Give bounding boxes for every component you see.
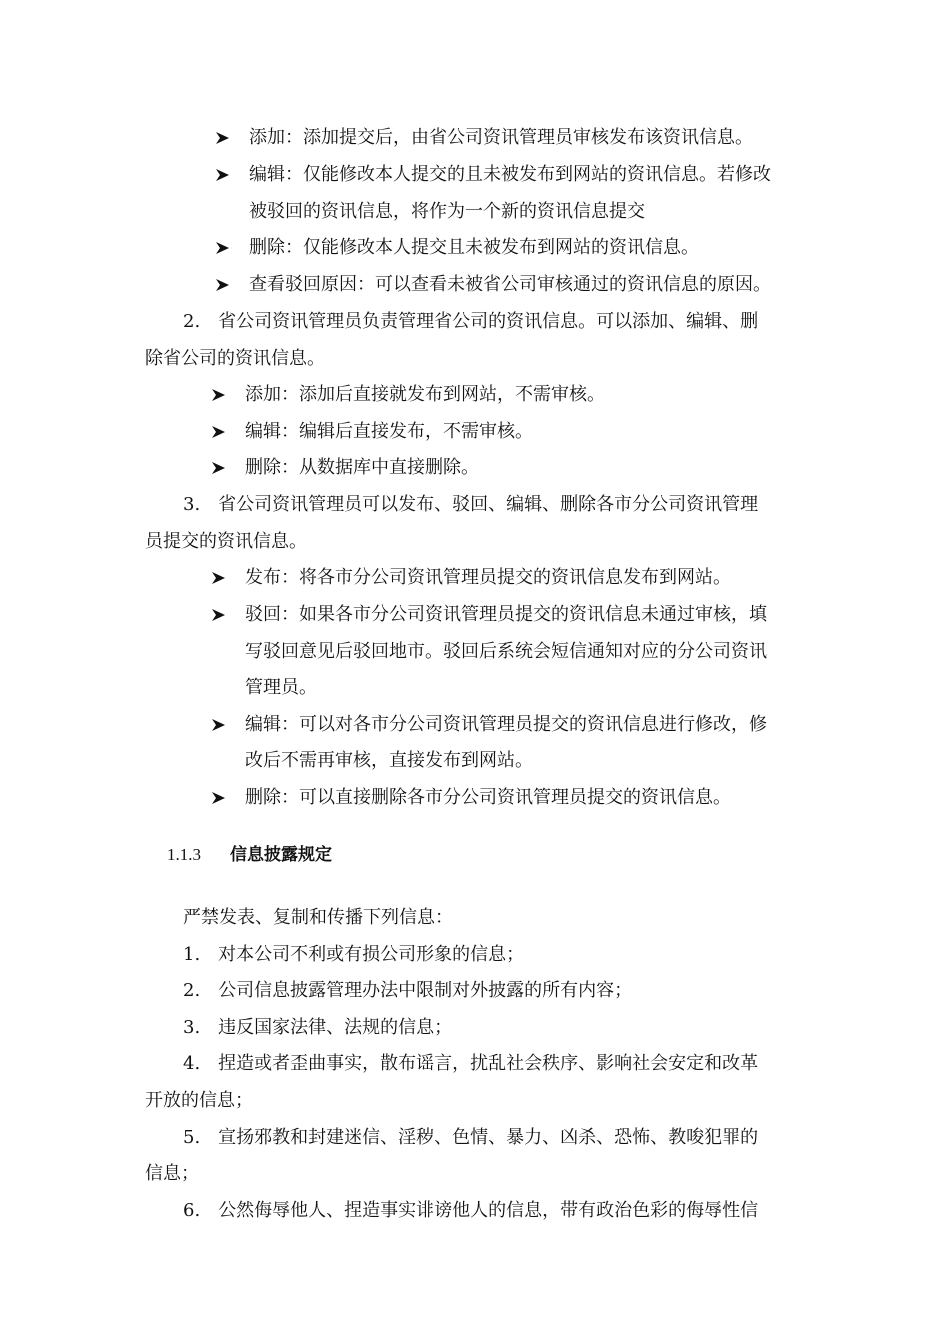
- bullet-line: 添加：添加后直接就发布到网站，不需审核。: [245, 384, 605, 405]
- section-title: 信息披露规定: [230, 845, 332, 865]
- numbered-item-line: 开放的信息；: [145, 1090, 253, 1111]
- numbered-item-line: 3. 违反国家法律、法规的信息；: [183, 1017, 453, 1038]
- numbered-item-line: 2. 公司信息披露管理办法中限制对外披露的所有内容；: [183, 980, 633, 1001]
- numbered-paragraph-line: 员提交的资讯信息。: [145, 531, 307, 552]
- numbered-item-line: 4. 捏造或者歪曲事实，散布谣言，扰乱社会秩序、影响社会安定和改革: [183, 1053, 759, 1074]
- bullet-line: 删除：从数据库中直接删除。: [245, 457, 479, 478]
- arrow-bullet-icon: [216, 236, 230, 260]
- arrow-bullet-icon: [216, 163, 230, 187]
- arrow-bullet-icon: [212, 383, 226, 407]
- section-number: 1.1.3: [167, 845, 201, 864]
- bullet-line: 查看驳回原因：可以查看未被省公司审核通过的资讯信息的原因。: [249, 274, 771, 295]
- bullet-line: 添加：添加提交后，由省公司资讯管理员审核发布该资讯信息。: [249, 127, 753, 148]
- bullet-line: 删除：可以直接删除各市分公司资讯管理员提交的资讯信息。: [245, 787, 731, 808]
- bullet-line: 编辑：可以对各市分公司资讯管理员提交的资讯信息进行修改，修: [245, 714, 767, 735]
- arrow-bullet-icon: [212, 456, 226, 480]
- bullet-line: 删除：仅能修改本人提交且未被发布到网站的资讯信息。: [249, 237, 699, 258]
- numbered-paragraph-line: 3. 省公司资讯管理员可以发布、驳回、编辑、删除各市分公司资讯管理: [183, 494, 759, 515]
- arrow-bullet-icon: [212, 566, 226, 590]
- arrow-bullet-icon: [212, 420, 226, 444]
- numbered-paragraph-line: 2. 省公司资讯管理员负责管理省公司的资讯信息。可以添加、编辑、删: [183, 311, 759, 332]
- bullet-line: 管理员。: [245, 677, 317, 698]
- bullet-line: 写驳回意见后驳回地市。驳回后系统会短信通知对应的分公司资讯: [245, 641, 767, 662]
- arrow-bullet-icon: [212, 786, 226, 810]
- arrow-bullet-icon: [212, 603, 226, 627]
- numbered-item-line: 1. 对本公司不利或有损公司形象的信息；: [183, 944, 525, 965]
- arrow-bullet-icon: [216, 273, 230, 297]
- bullet-line: 改后不需再审核，直接发布到网站。: [245, 750, 533, 771]
- arrow-bullet-icon: [216, 126, 230, 150]
- bullet-line: 驳回：如果各市分公司资讯管理员提交的资讯信息未通过审核，填: [245, 604, 767, 625]
- bullet-line: 被驳回的资讯信息，将作为一个新的资讯信息提交: [249, 201, 645, 222]
- arrow-bullet-icon: [212, 713, 226, 737]
- bullet-line: 发布：将各市分公司资讯管理员提交的资讯信息发布到网站。: [245, 567, 731, 588]
- numbered-item-line: 5. 宣扬邪教和封建迷信、淫秽、色情、暴力、凶杀、恐怖、教唆犯罪的: [183, 1127, 759, 1148]
- bullet-line: 编辑：仅能修改本人提交的且未被发布到网站的资讯信息。若修改: [249, 164, 771, 185]
- numbered-item-line: 6. 公然侮辱他人、捏造事实诽谤他人的信息，带有政治色彩的侮辱性信: [183, 1200, 759, 1221]
- bullet-line: 编辑：编辑后直接发布，不需审核。: [245, 421, 533, 442]
- numbered-item-line: 信息；: [145, 1163, 199, 1184]
- numbered-paragraph-line: 除省公司的资讯信息。: [145, 348, 325, 369]
- intro-text: 严禁发表、复制和传播下列信息：: [183, 907, 453, 928]
